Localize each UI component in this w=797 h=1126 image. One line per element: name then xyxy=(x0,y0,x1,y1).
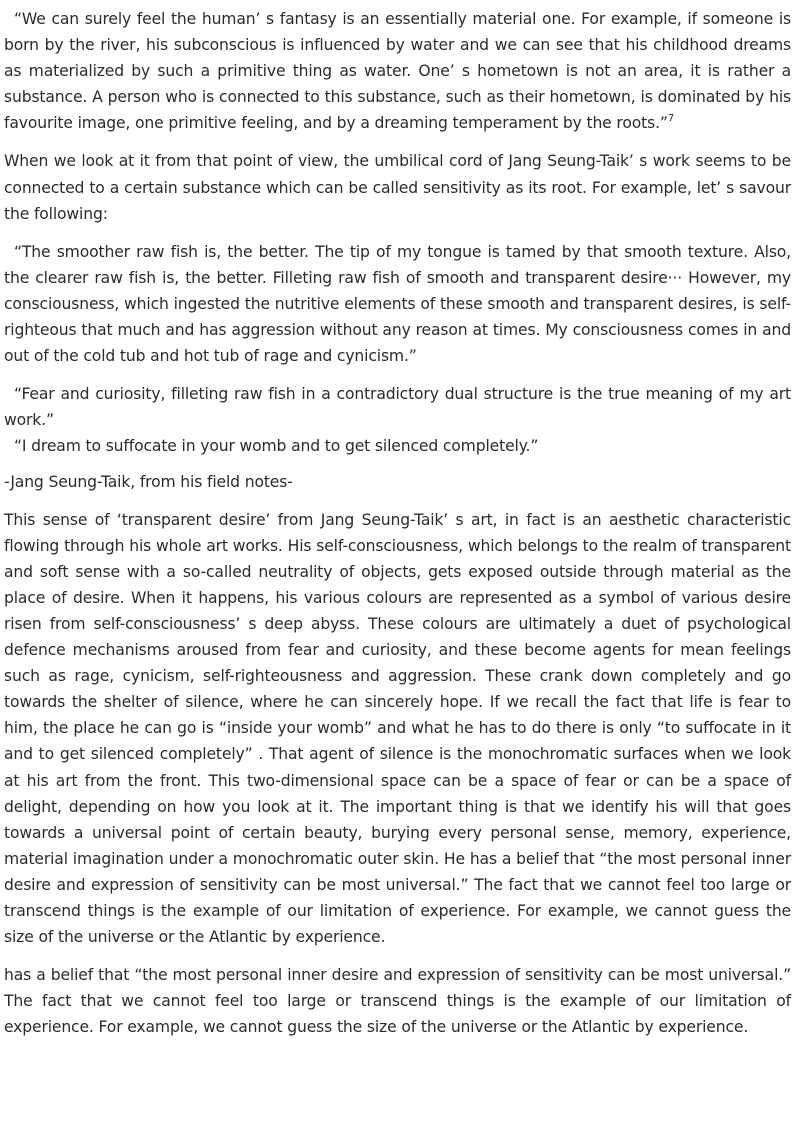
document-page xyxy=(4,6,791,1040)
quote-raw-fish: “The smoother raw fish is, the better. The tip of my tongue is tamed by that smooth texture. Also, the clearer raw fish is, the better. Filleting raw fish of smooth and transparent desire··· However, my consciousness, which ingested the nutritive elements of these smooth and transparent desires, is self-righteous that much and has aggression without any reason at times. My consciousness comes in and out of the cold tub and hot tub of rage and cynicism.” xyxy=(4,242,791,366)
quote-fear-curiosity: “Fear and curiosity, filleting raw fish in a contradictory dual structure is the true meaning of my art work.” xyxy=(4,385,791,430)
paragraph-bachelard-quote xyxy=(4,6,791,136)
quote-womb: “I dream to suffocate in your womb and to get silenced completely.” xyxy=(14,437,539,456)
paragraph-transparent-desire: This sense of ‘transparent desire’ from Jang Seung-Taik’ s art, in fact is an aesthetic characteristic flowing through his whole art works. His self-consciousness, which belongs to the realm of transparent and soft sense with a so-called neutrality of objects, gets exposed outside through material as the place of desire. When it happens, his various colours are represented as a symbol of various desire risen from self-consciousness’ s deep abyss. These colours are ultimately a duet of psychological defence mechanisms aroused from fear and curiosity, and these become agents for mean feelings such as rage, cynicism, self-righteousness and aggression. These crank down completely and go towards the shelter of silence, where he can sincerely hope. If we recall the fact that life is fear to him, the place he can go is “inside your womb” and what he has to do there is only “to suffocate in it and to get silenced completely” . That agent of silence is the monochromatic surfaces when we look at his art from the front. This two-dimensional space can be a space of fear or can be a space of delight, depending on how you look at it. The important thing is that we identify his will that goes towards a universal point of certain beauty, burying every personal sense, memory, experience, material imagination under a monochromatic outer skin. He has a belief that “the most personal inner desire and expression of sensitivity can be most universal.” The fact that we cannot feel too large or transcend things is the example of our limitation of experience. For example, we cannot guess the size of the universe or the Atlantic by experience. xyxy=(4,510,791,947)
footnote-marker: 7 xyxy=(667,113,675,125)
paragraph-umbilical-cord: When we look at it from that point of view, the umbilical cord of Jang Seung-Taik’ s work seems to be connected to a certain substance which can be called sensitivity as its root. For example, let’ s savour the following: xyxy=(4,152,791,223)
quote-attribution: -Jang Seung-Taik, from his field notes- xyxy=(4,472,293,491)
paragraph-text: “We can surely feel the human’ s fantasy is an essentially material one. For example, if someone is born by the river, his subconscious is influenced by water and we can see that his childhood dreams as materialized by such a primitive thing as water. One’ s hometown is not an area, it is rather a substance. A person who is connected to this substance, such as their hometown, is dominated by his favourite image, one primitive feeling, and by a dreaming temperament by the roots.” xyxy=(4,10,791,133)
paragraph-belief-repeat: has a belief that “the most personal inner desire and expression of sensitivity can be most universal.” The fact that we cannot feel too large or transcend things is the example of our limitation of experience. For example, we cannot guess the size of the universe or the Atlantic by experience. xyxy=(4,966,791,1037)
